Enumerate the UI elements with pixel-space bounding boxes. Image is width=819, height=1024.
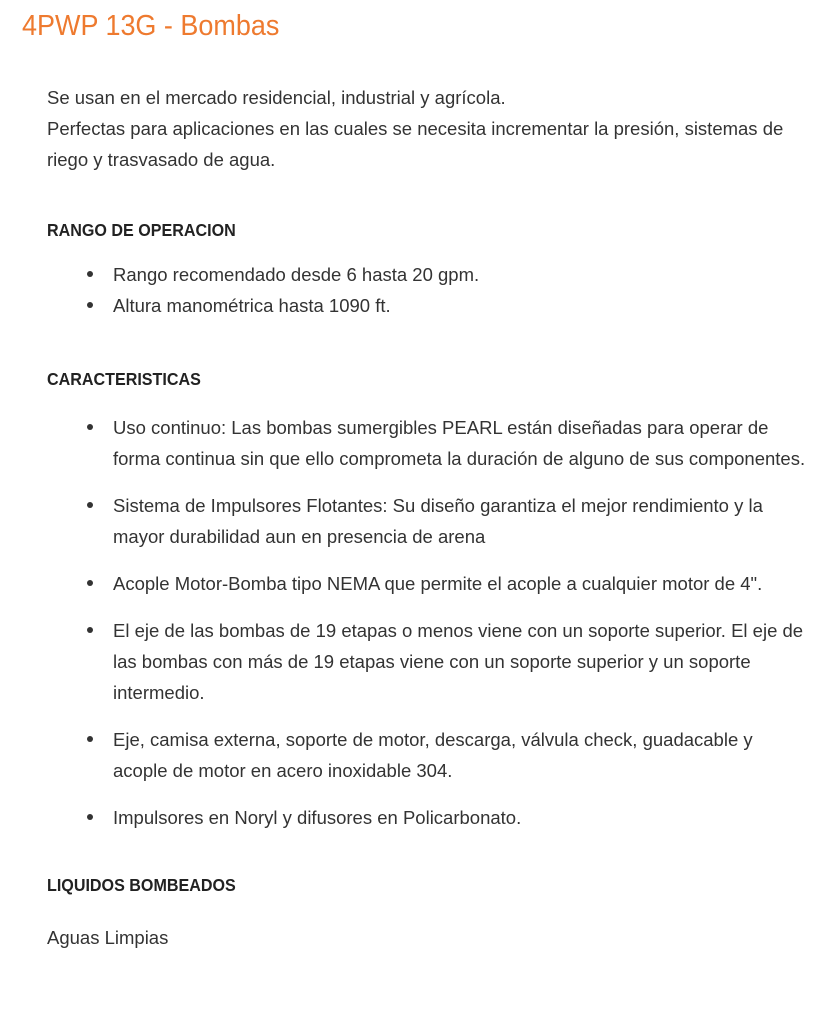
bullet-icon <box>87 627 93 633</box>
list-item <box>47 490 807 552</box>
product-description <box>47 82 807 953</box>
list-item <box>47 724 807 786</box>
list-item <box>47 412 807 474</box>
list-item <box>47 290 807 321</box>
intro <box>47 82 807 175</box>
section-heading-liquidos: LIQUIDOS BOMBEADOS <box>47 875 236 895</box>
list-item-text: El eje de las bombas de 19 etapas o menos viene con un soporte superior. El eje de las bombas con más de 19 etapas viene con un soporte superior y un soporte intermedio. <box>113 620 804 703</box>
bullet-icon <box>87 302 93 308</box>
intro-line-2: Perfectas para aplicaciones en las cuales se necesita incrementar la presión, sistemas de riego y trasvasado de agua. <box>47 118 784 170</box>
rango-list <box>47 259 807 321</box>
list-item <box>47 259 807 290</box>
list-item-text: Rango recomendado desde 6 hasta 20 gpm. <box>113 264 480 285</box>
list-item-text: Impulsores en Noryl y difusores en Policarbonato. <box>113 807 522 828</box>
bullet-icon <box>87 424 93 430</box>
list-item-text: Altura manométrica hasta 1090 ft. <box>113 295 391 316</box>
page-title: 4PWP 13G - Bombas <box>22 10 280 42</box>
intro-line-1: Se usan en el mercado residencial, industrial y agrícola. <box>47 87 506 108</box>
section-heading-rango: RANGO DE OPERACION <box>47 220 236 240</box>
bullet-icon <box>87 271 93 277</box>
bullet-icon <box>87 580 93 586</box>
caracteristicas-list <box>47 412 807 833</box>
bullet-icon <box>87 736 93 742</box>
bullet-icon <box>87 502 93 508</box>
list-item-text: Sistema de Impulsores Flotantes: Su diseño garantiza el mejor rendimiento y la mayor durabilidad aun en presencia de arena <box>113 495 763 547</box>
list-item-text: Acople Motor-Bomba tipo NEMA que permite el acople a cualquier motor de 4". <box>113 573 763 594</box>
liquidos-text: Aguas Limpias <box>47 927 169 948</box>
list-item <box>47 615 807 708</box>
bullet-icon <box>87 814 93 820</box>
list-item <box>47 802 807 833</box>
list-item <box>47 568 807 599</box>
list-item-text: Uso continuo: Las bombas sumergibles PEARL están diseñadas para operar de forma continua sin que ello comprometa la duración de alguno de sus componentes. <box>113 417 806 469</box>
list-item-text: Eje, camisa externa, soporte de motor, descarga, válvula check, guadacable y acople de motor en acero inoxidable 304. <box>113 729 753 781</box>
section-heading-caracteristicas: CARACTERISTICAS <box>47 369 201 389</box>
